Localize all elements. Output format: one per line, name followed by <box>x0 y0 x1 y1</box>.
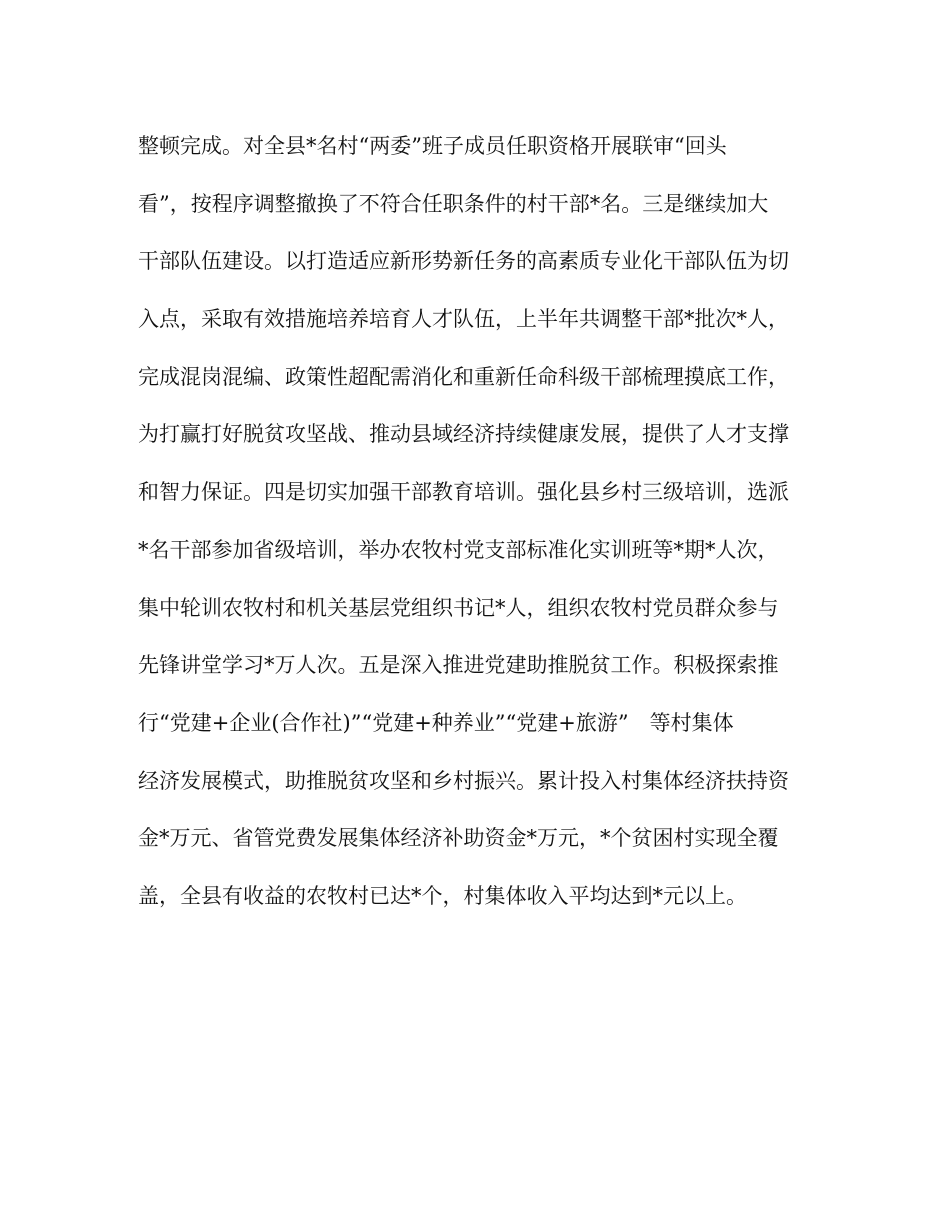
text-line: 金*万元、省管党费发展集体经济补助资金*万元，*个贫困村实现全覆 <box>138 826 779 851</box>
text-line: 完成混岗混编、政策性超配需消化和重新任命科级干部梳理摸底工作， <box>138 364 789 389</box>
text-line: 先锋讲堂学习*万人次。五是深入推进党建助推脱贫工作。积极探索推 <box>138 653 779 678</box>
text-line: 盖，全县有收益的农牧村已达*个，村集体收入平均达到*元以上。 <box>138 883 747 908</box>
text-line: 干部队伍建设。以打造适应新形势新任务的高素质专业化干部队伍为切 <box>138 249 789 274</box>
text-line: *名干部参加省级培训，举办农牧村党支部标准化实训班等*期*人次， <box>138 537 779 562</box>
body-text <box>138 123 828 931</box>
text-line: 看”，按程序调整撤换了不符合任职条件的村干部*名。三是继续加大 <box>138 191 769 216</box>
text-line: 整顿完成。对全县*名村“两委”班子成员任职资格开展联审“回头 <box>138 134 727 158</box>
text-line: 经济发展模式，助推脱贫攻坚和乡村振兴。累计投入村集体经济扶持资 <box>138 768 789 793</box>
text-line: 和智力保证。四是切实加强干部教育培训。强化县乡村三级培训，选派 <box>138 480 789 505</box>
text-line: 行“党建+企业(合作社)”“党建+种养业”“党建+旅游” 等村集体 <box>138 710 734 735</box>
text-line: 集中轮训农牧村和机关基层党组织书记*人，组织农牧村党员群众参与 <box>138 595 779 620</box>
text-line: 入点，采取有效措施培养培育人才队伍，上半年共调整干部*批次*人， <box>138 307 789 332</box>
text-line: 为打赢打好脱贫攻坚战、推动县域经济持续健康发展，提供了人才支撑 <box>138 422 789 447</box>
